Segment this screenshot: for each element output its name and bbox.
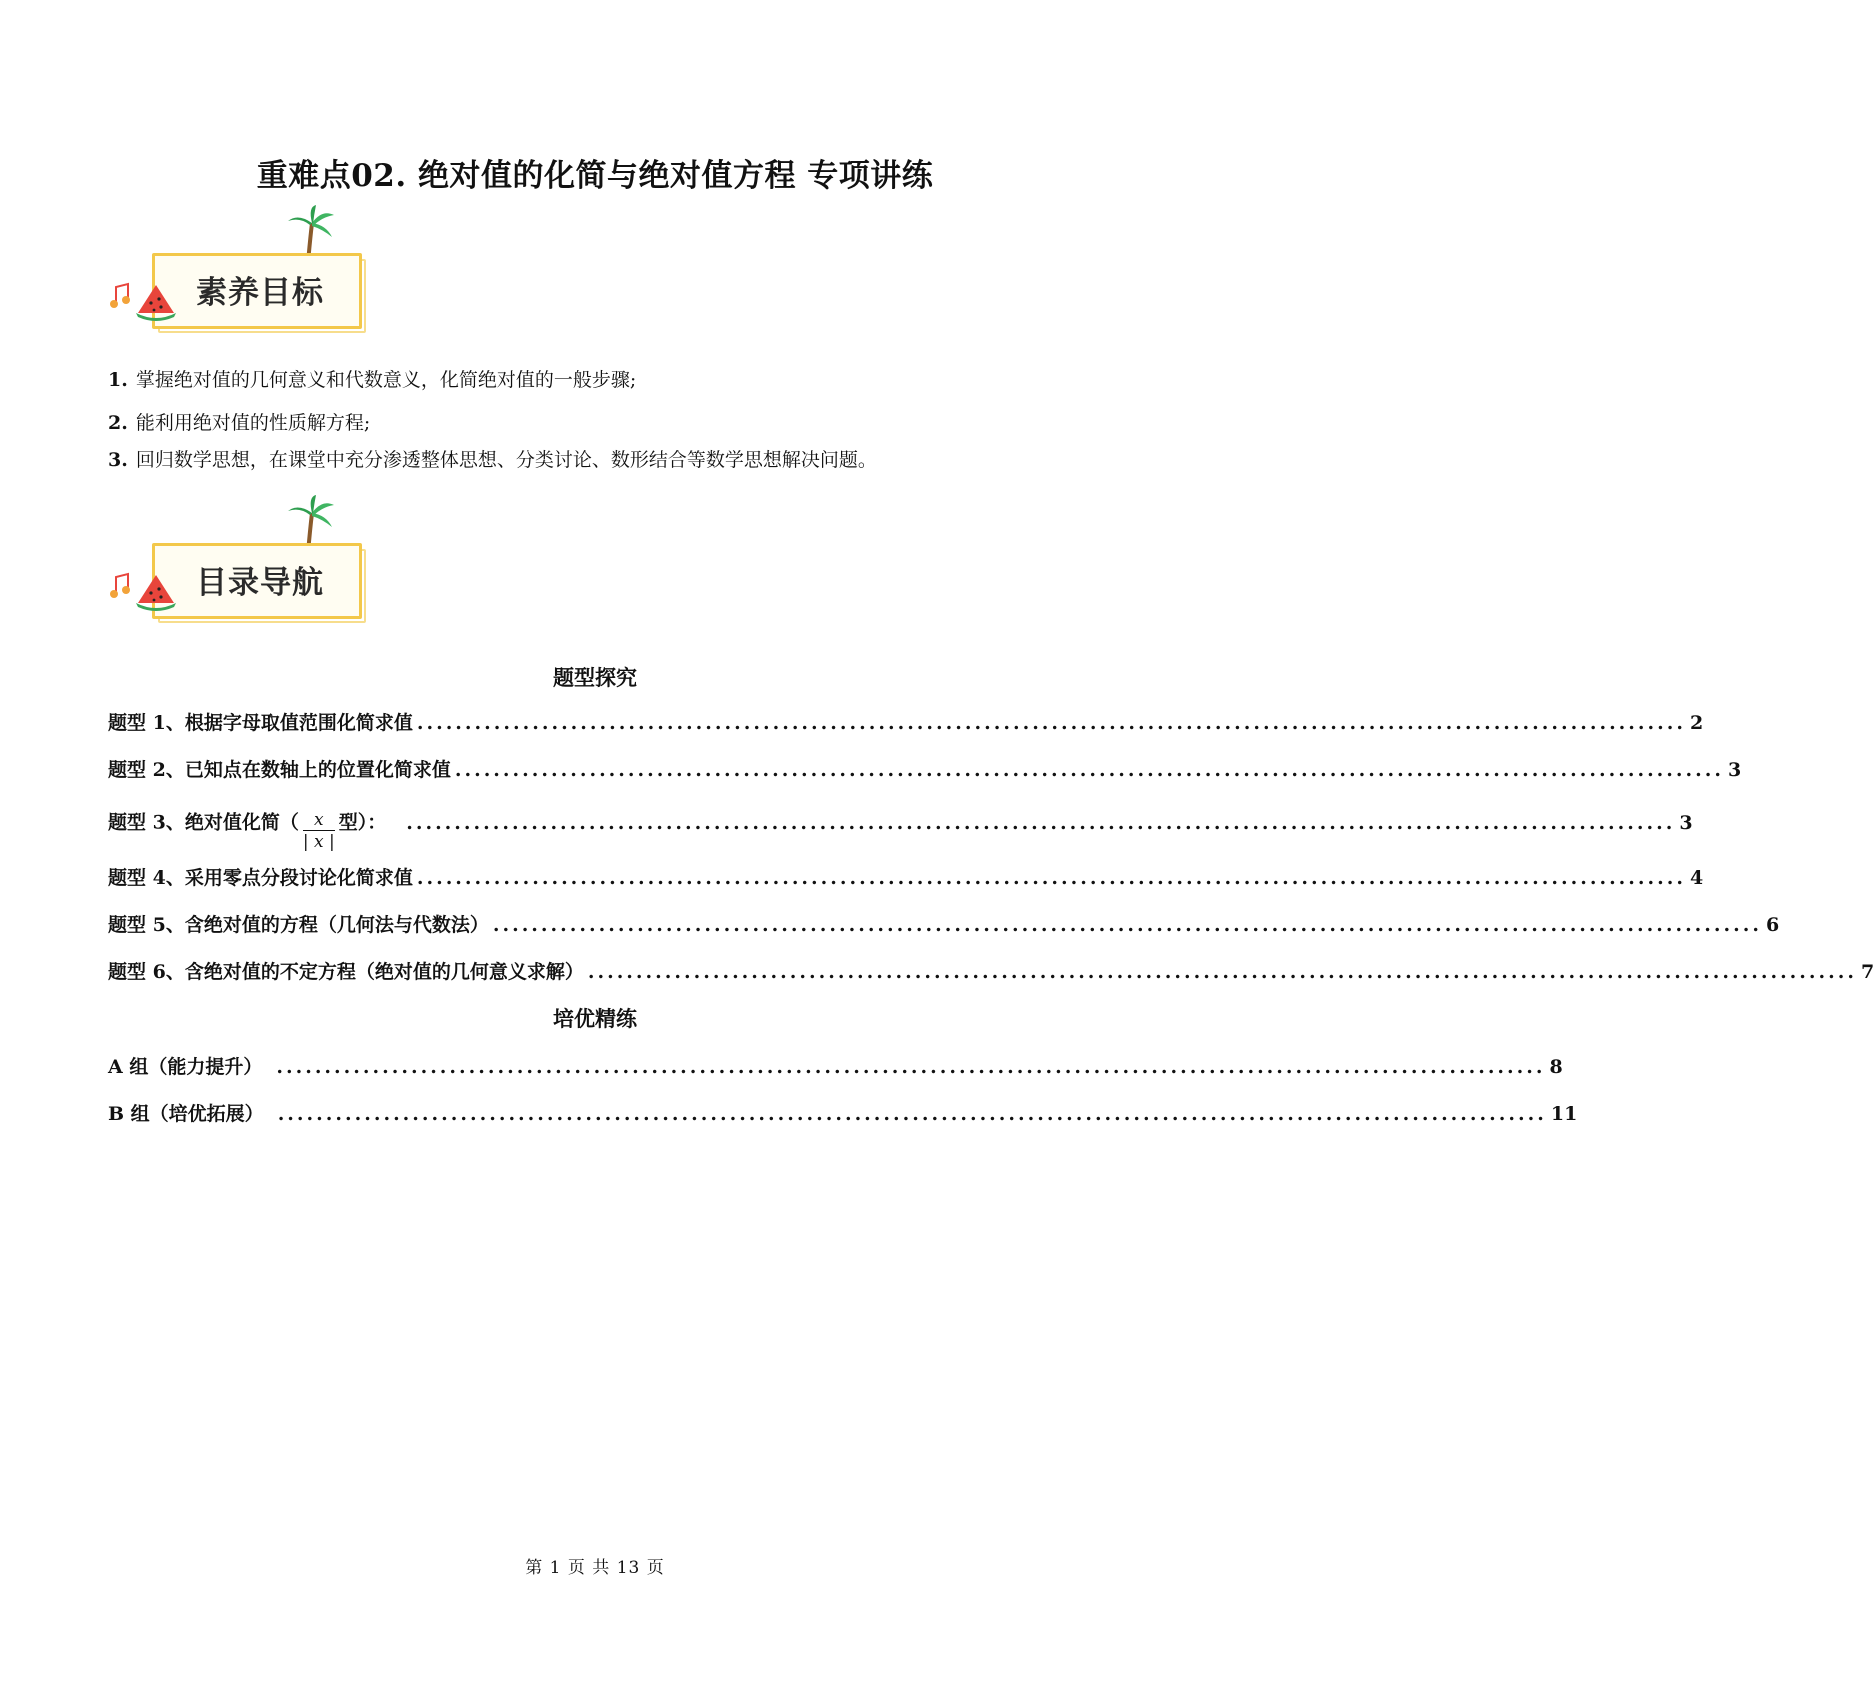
fraction-x-over-abs-x (303, 810, 335, 853)
fraction-numerator: x (303, 810, 335, 831)
goal-text: 能利用绝对值的性质解方程; (135, 412, 371, 434)
toc-entry-page: 8 (1549, 1056, 1563, 1078)
goal-number: 1. (108, 369, 128, 391)
toc-entry[interactable] (108, 1099, 1578, 1125)
toc-entry-title-prefix: 题型 3、绝对值化简（ (108, 811, 299, 834)
banner-literacy-goals (108, 205, 368, 345)
toc-entry-page: 11 (1550, 1103, 1578, 1125)
toc-entry-title: 题型 2、已知点在数轴上的位置化简求值 (108, 759, 451, 781)
toc-entry-page: 4 (1690, 867, 1704, 889)
toc-entry-page: 3 (1679, 811, 1693, 834)
toc-leader-dots: .................................................................................................................................... (454, 759, 1724, 781)
toc-leader-dots: .................................................................................................................................... (406, 811, 1676, 834)
toc-entry[interactable] (108, 1052, 1563, 1078)
toc-leader-dots: .................................................................................................................................... (277, 1103, 1547, 1125)
toc-entry-title (108, 802, 387, 852)
toc-entry[interactable] (108, 802, 1693, 852)
toc-leader-dots: .................................................................................................................................... (416, 712, 1686, 734)
music-note-icon (108, 281, 134, 311)
goal-text: 掌握绝对值的几何意义和代数意义，化简绝对值的一般步骤; (135, 369, 637, 391)
toc-leader-dots: .................................................................................................................................... (416, 867, 1686, 889)
toc-section-heading: 题型探究 (553, 665, 637, 690)
watermelon-icon (134, 283, 178, 323)
page-footer: 第 1 页 共 13 页 (525, 1558, 665, 1578)
toc-leader-dots: .................................................................................................................................... (587, 961, 1857, 983)
toc-entry-title-suffix: 型）： (338, 811, 387, 834)
banner-label: 目录导航 (196, 565, 324, 601)
toc-entry-title: 题型 5、含绝对值的方程（几何法与代数法） (108, 914, 489, 936)
toc-entry[interactable] (108, 957, 1874, 983)
toc-entry-title: 题型 6、含绝对值的不定方程（绝对值的几何意义求解） (108, 961, 584, 983)
banner-label: 素养目标 (196, 275, 324, 311)
document-title: 重难点02. 绝对值的化简与绝对值方程 专项讲练 (256, 158, 934, 194)
goal-text: 回归数学思想，在课堂中充分渗透整体思想、分类讨论、数形结合等数学思想解决问题。 (135, 449, 877, 471)
goal-item (108, 408, 370, 435)
toc-entry[interactable] (108, 708, 1704, 734)
toc-entry[interactable] (108, 863, 1704, 889)
banner-table-of-contents (108, 495, 368, 635)
toc-entry-title: 题型 1、根据字母取值范围化简求值 (108, 712, 413, 734)
fraction-denominator: | x | (302, 832, 335, 852)
goal-item (108, 445, 877, 472)
toc-entry[interactable] (108, 910, 1780, 936)
goal-number: 3. (108, 449, 128, 471)
goal-item (108, 365, 636, 392)
toc-entry-page: 3 (1728, 759, 1742, 781)
toc-leader-dots: .................................................................................................................................... (276, 1056, 1546, 1078)
toc-entry-title: B 组（培优拓展） (108, 1103, 264, 1125)
toc-entry-page: 2 (1690, 712, 1704, 734)
toc-entry-page: 7 (1861, 961, 1874, 983)
music-note-icon (108, 571, 134, 601)
toc-entry[interactable] (108, 755, 1742, 781)
goal-number: 2. (108, 412, 128, 434)
toc-leader-dots: .................................................................................................................................... (492, 914, 1762, 936)
toc-entry-title: A 组（能力提升） (108, 1056, 263, 1078)
toc-entry-title: 题型 4、采用零点分段讨论化简求值 (108, 867, 413, 889)
toc-section-heading: 培优精练 (553, 1006, 637, 1031)
watermelon-icon (134, 573, 178, 613)
toc-entry-page: 6 (1766, 914, 1780, 936)
